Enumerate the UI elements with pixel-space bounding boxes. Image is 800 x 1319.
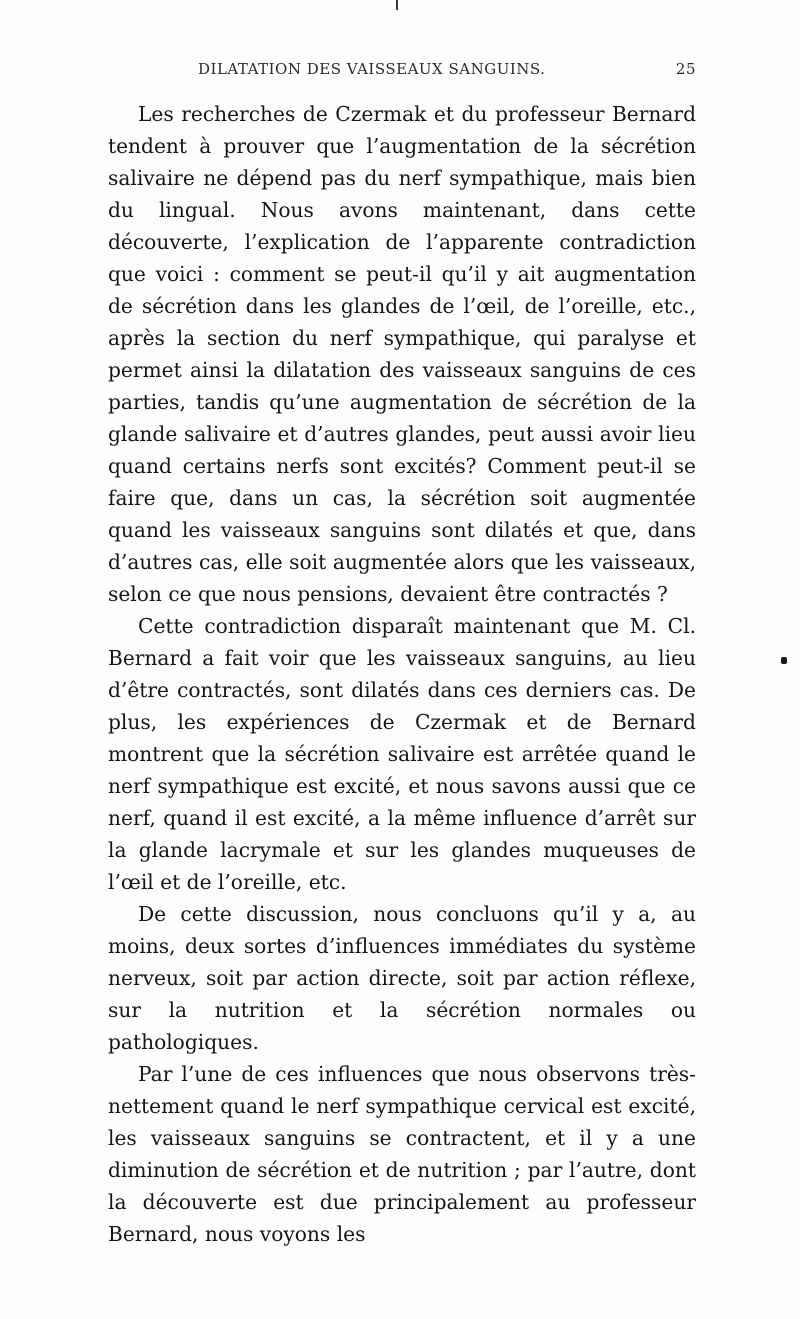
paragraph-2: Cette contradiction disparaît maintenant que M. Cl. Bernard a fait voir que les vaisseaux sanguins, au lieu d’être contractés, sont dilatés dans ces derniers cas. De plus, les expériences de Czermak et de Bernard montrent que la sécrétion salivaire est arrêtée quand le nerf sympathique est excité, et nous savons aussi que ce nerf, quand il est excité, a la même influence d’arrêt sur la glande lacrymale et sur les glandes muqueuses de l’œil et de l’oreille, etc. — [108, 614, 696, 894]
running-head — [108, 60, 696, 84]
paragraph-1: Les recherches de Czermak et du professeur Bernard tendent à prouver que l’augmentation de la sécrétion salivaire ne dépend pas du nerf sympathique, mais bien du lingual. Nous avons maintenant, dans cette découverte, l’explication de l’apparente contradiction que voici : comment se peut-il qu’il y ait augmentation de sécrétion dans les glandes de l’œil, de l’oreille, etc., après la section du nerf sympathique, qui paralyse et permet ainsi la dilatation des vaisseaux sanguins de ces parties, tandis qu’une augmentation de sécrétion de la glande salivaire et d’autres glandes, peut aussi avoir lieu quand certains nerfs sont excités? Comment peut-il se faire que, dans un cas, la sécrétion soit augmentée quand les vaisseaux sanguins sont dilatés et que, dans d’autres cas, elle soit augmentée alors que les vaisseaux, selon ce que nous pensions, devaient être contractés ? — [108, 102, 696, 606]
body-text — [108, 98, 696, 1250]
running-title: DILATATION DES VAISSEAUX SANGUINS. — [198, 60, 546, 78]
page-number: 25 — [675, 60, 696, 78]
margin-ink-dot — [781, 657, 787, 664]
paragraph-4: Par l’une de ces influences que nous observons très-nettement quand le nerf sympathique cervical est excité, les vaisseaux sanguins se contractent, et il y a une diminution de sécrétion et de nutrition ; par l’autre, dont la découverte est due principalement au professeur Bernard, nous voyons les — [108, 1062, 696, 1246]
binding-mark — [396, 0, 398, 10]
paragraph-3: De cette discussion, nous concluons qu’il y a, au moins, deux sortes d’influences immédiates du système nerveux, soit par action directe, soit par action réflexe, sur la nutrition et la sécrétion normales ou pathologiques. — [108, 902, 696, 1054]
